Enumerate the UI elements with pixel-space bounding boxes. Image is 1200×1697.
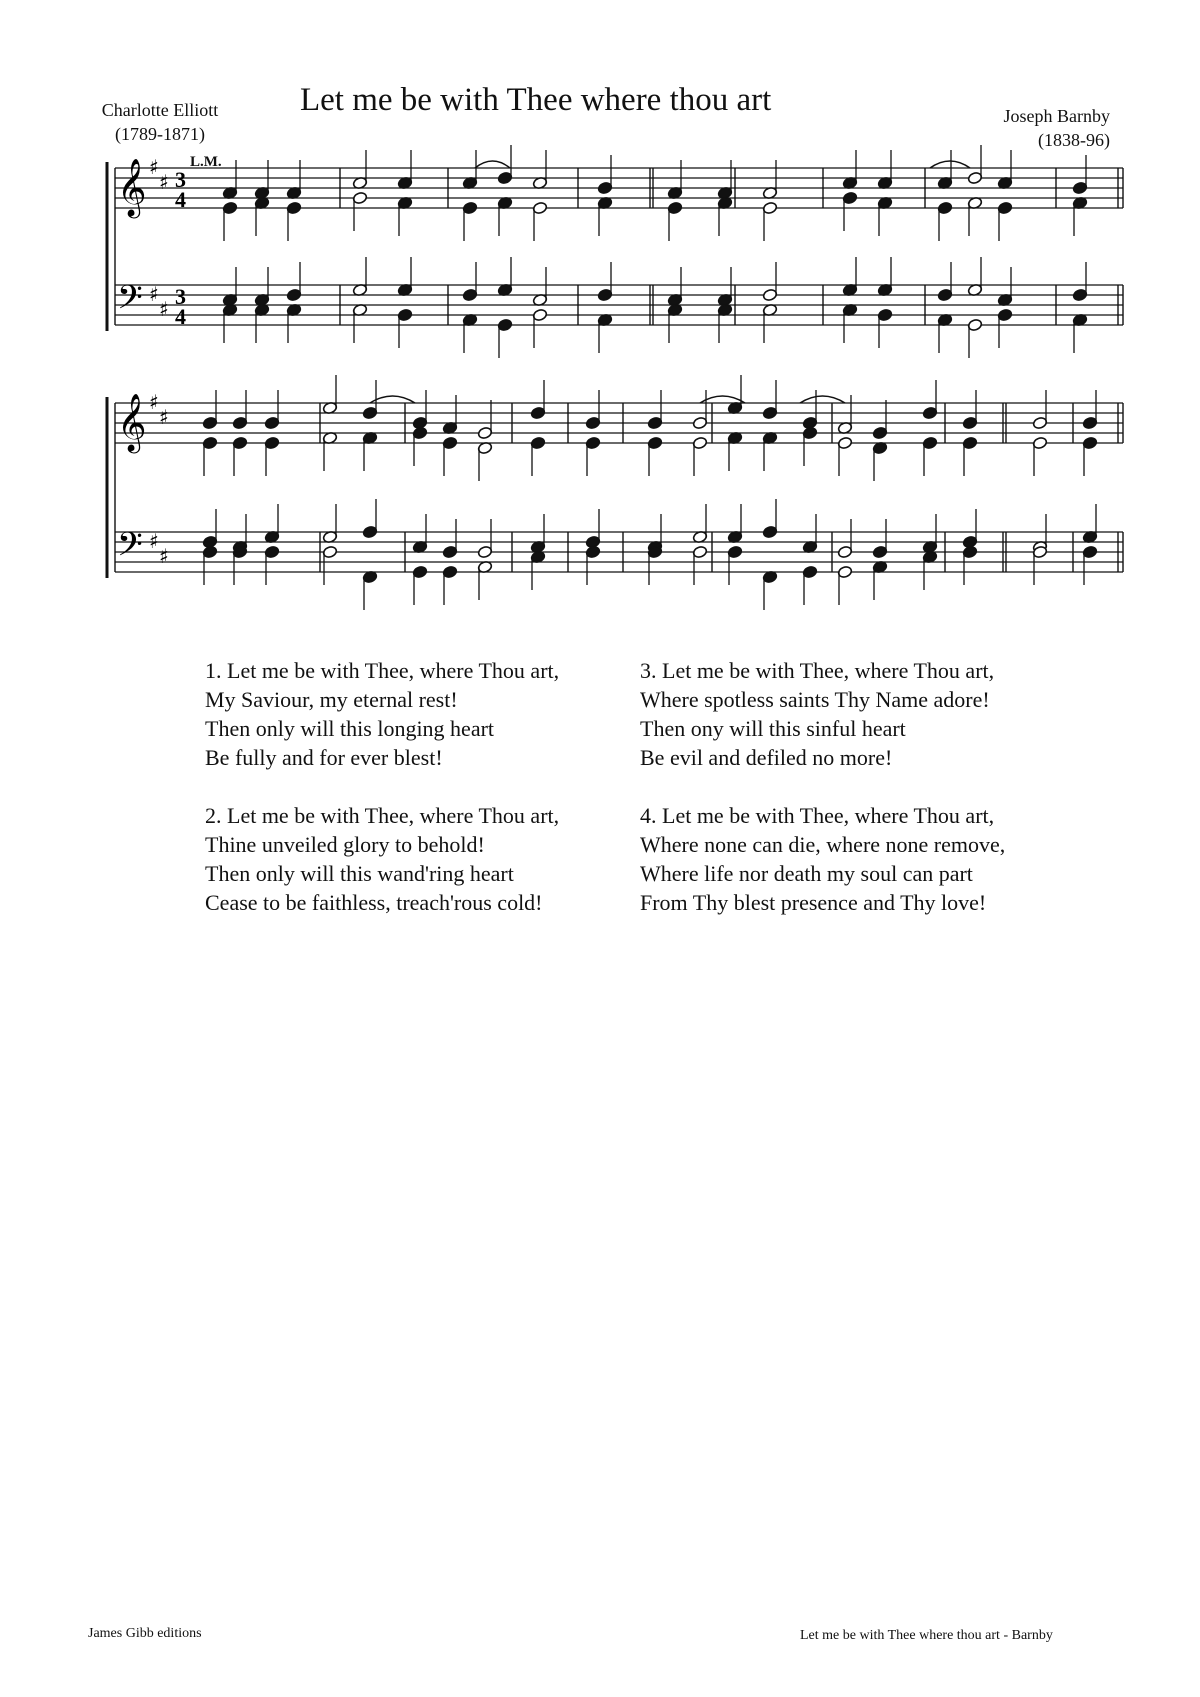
sharp-icon: ♯ [149, 282, 159, 306]
composer-dates: (1838-96) [1038, 130, 1110, 150]
verse-line: Be evil and defiled no more! [640, 745, 893, 770]
time-signature-bottom: 4 [175, 187, 186, 212]
time-signature-top: 3 [175, 284, 186, 309]
verse-line: Where life nor death my soul can part [640, 861, 973, 886]
verse-line: 4. Let me be with Thee, where Thou art, [640, 803, 995, 828]
slur [930, 161, 970, 168]
verse-line: Cease to be faithless, treach'rous cold! [205, 890, 543, 915]
sharp-icon: ♯ [159, 405, 169, 429]
verse-3 [640, 656, 994, 772]
verse-line: My Saviour, my eternal rest! [205, 687, 458, 712]
sharp-icon: ♯ [149, 390, 159, 414]
footer-publisher: James Gibb editions [88, 1626, 202, 1641]
music-score [0, 140, 1200, 610]
sharp-icon: ♯ [159, 544, 169, 568]
author-name: Charlotte Elliott [101, 100, 219, 120]
verse-line: 3. Let me be with Thee, where Thou art, [640, 658, 995, 683]
time-signature-bottom: 4 [175, 304, 186, 329]
slur [700, 396, 745, 403]
verse-line: From Thy blest presence and Thy love! [640, 890, 987, 915]
verse-line: Be fully and for ever blest! [205, 745, 443, 770]
verse-line: Then only will this longing heart [205, 716, 495, 741]
slur [800, 396, 845, 403]
verse-line: 1. Let me be with Thee, where Thou art, [205, 658, 560, 683]
verse-line: Thine unveiled glory to behold! [205, 832, 485, 857]
verse-1 [205, 656, 559, 772]
bass-clef-icon: 𝄢 [117, 526, 143, 572]
treble-clef-icon: 𝄞 [117, 393, 147, 451]
sharp-icon: ♯ [159, 170, 169, 194]
verse-line: Then ony will this sinful heart [640, 716, 906, 741]
verse-line: Then only will this wand'ring heart [205, 861, 514, 886]
slur [475, 161, 510, 168]
verse-line: Where none can die, where none remove, [640, 832, 1006, 857]
author-dates: (1789-1871) [115, 124, 205, 144]
verse-line: Where spotless saints Thy Name adore! [640, 687, 990, 712]
verse-2 [205, 801, 559, 917]
time-signature-top: 3 [175, 167, 186, 192]
bass-clef-icon: 𝄢 [117, 279, 143, 325]
composer-name: Joseph Barnby [1003, 106, 1110, 126]
hymn-title: Let me be with Thee where thou art [300, 82, 772, 118]
sharp-icon: ♯ [159, 297, 169, 321]
verse-4 [640, 801, 1005, 917]
meter-label: L.M. [190, 154, 222, 170]
slur [370, 396, 415, 403]
footer-running-title: Let me be with Thee where thou art - Barnby [800, 1628, 1053, 1643]
author-credit [60, 98, 260, 146]
sharp-icon: ♯ [149, 155, 159, 179]
verse-line: 2. Let me be with Thee, where Thou art, [205, 803, 560, 828]
sharp-icon: ♯ [149, 529, 159, 553]
treble-clef-icon: 𝄞 [117, 158, 147, 216]
